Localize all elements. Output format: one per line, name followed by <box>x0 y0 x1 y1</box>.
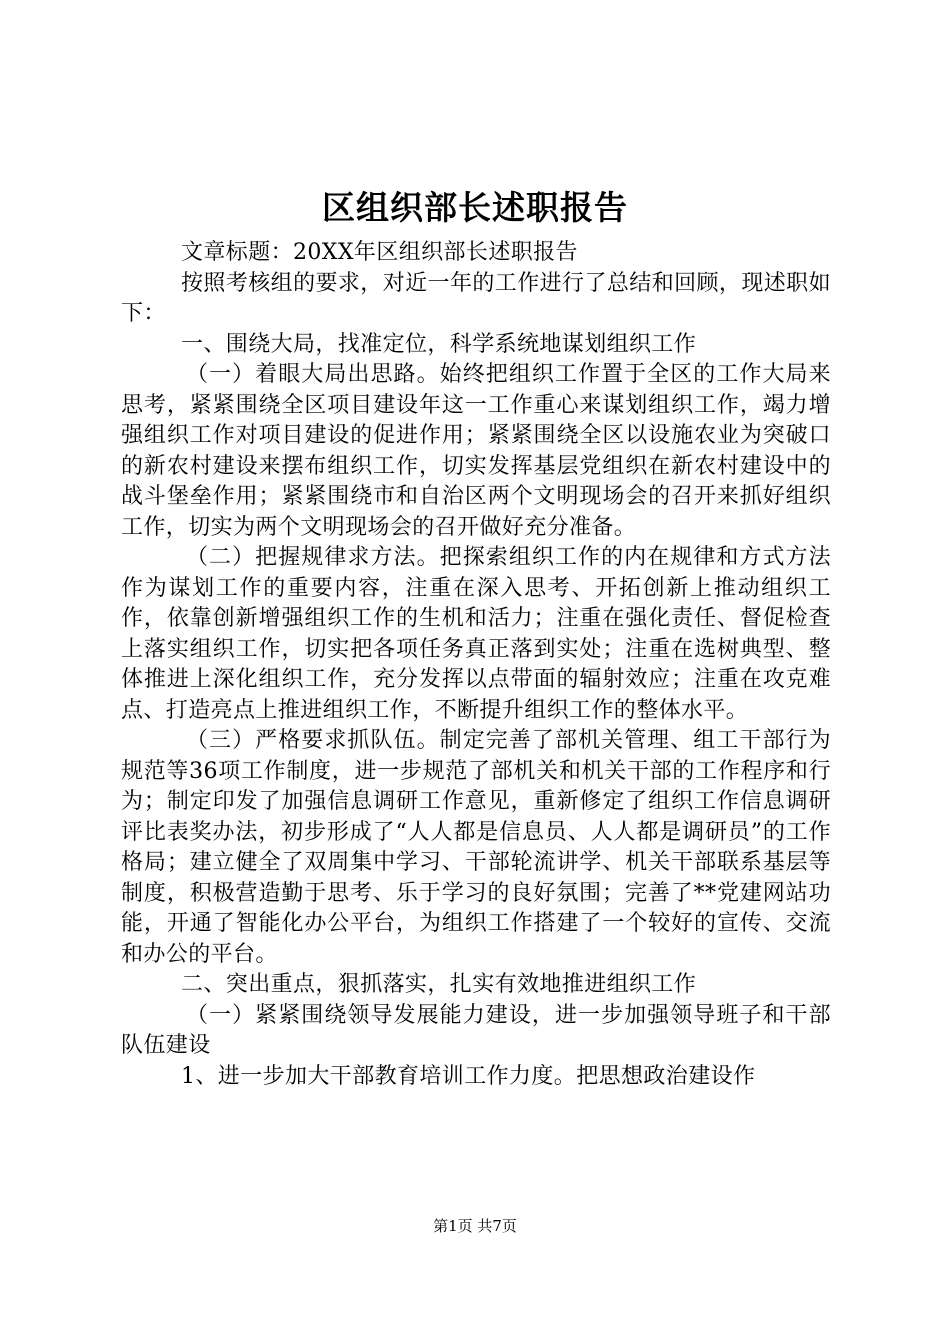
document-title: 区组织部长述职报告 <box>322 188 628 227</box>
paragraph-1-2: （二）把握规律求方法。把探索组织工作的内在规律和方式方法作为谋划工作的重要内容，注重在深入思考、开拓创新上推动组织工作，依靠创新增强组织工作的生机和活力；注重在强化责任、督促检查上落实组织工作，切实把各项任务真正落到实处；注重在选树典型、整体推进上深化组织工作，充分发挥以点带面的辐射效应；注重在攻克难点、打造亮点上推进组织工作，不断提升组织工作的整体水平。 <box>121 545 831 723</box>
page-footer: 第1页 共7页 <box>433 1217 517 1235</box>
paragraph-2-1-1: 1、进一步加大干部教育培训工作力度。把思想政治建设作 <box>181 1063 756 1089</box>
heading-section-1: 一、围绕大局，找准定位，科学系统地谋划组织工作 <box>181 331 697 357</box>
paragraph-1-1: （一）着眼大局出思路。始终把组织工作置于全区的工作大局来思考，紧紧围绕全区项目建设年这一工作重心来谋划组织工作，竭力增强组织工作对项目建设的促进作用；紧紧围绕全区以设施农业为突破口的新农村建设来摆布组织工作，切实发挥基层党组织在新农村建设中的战斗堡垒作用；紧紧围绕市和自治区两个文明现场会的召开来抓好组织工作，切实为两个文明现场会的召开做好充分准备。 <box>121 362 831 540</box>
document-body <box>121 238 831 1092</box>
paragraph-1-3: （三）严格要求抓队伍。制定完善了部机关管理、组工干部行为规范等36项工作制度，进一步规范了部机关和机关干部的工作程序和行为；制定印发了加强信息调研工作意见，重新修定了组织工作信息调研评比表奖办法，初步形成了“人人都是信息员、人人都是调研员”的工作格局；建立健全了双周集中学习、干部轮流讲学、机关干部联系基层等制度，积极营造勤于思考、乐于学习的良好氛围；完善了**党建网站功能，开通了智能化办公平台，为组织工作搭建了一个较好的宣传、交流和办公的平台。 <box>121 728 831 967</box>
heading-section-2: 二、突出重点，狠抓落实，扎实有效地推进组织工作 <box>181 972 697 997</box>
paragraph-2-1: （一）紧紧围绕领导发展能力建设，进一步加强领导班子和干部队伍建设 <box>121 1002 831 1058</box>
paragraph-intro: 按照考核组的要求，对近一年的工作进行了总结和回顾，现述职如下： <box>121 270 831 326</box>
paragraph-article-title: 文章标题：20XX年区组织部长述职报告 <box>181 240 578 265</box>
